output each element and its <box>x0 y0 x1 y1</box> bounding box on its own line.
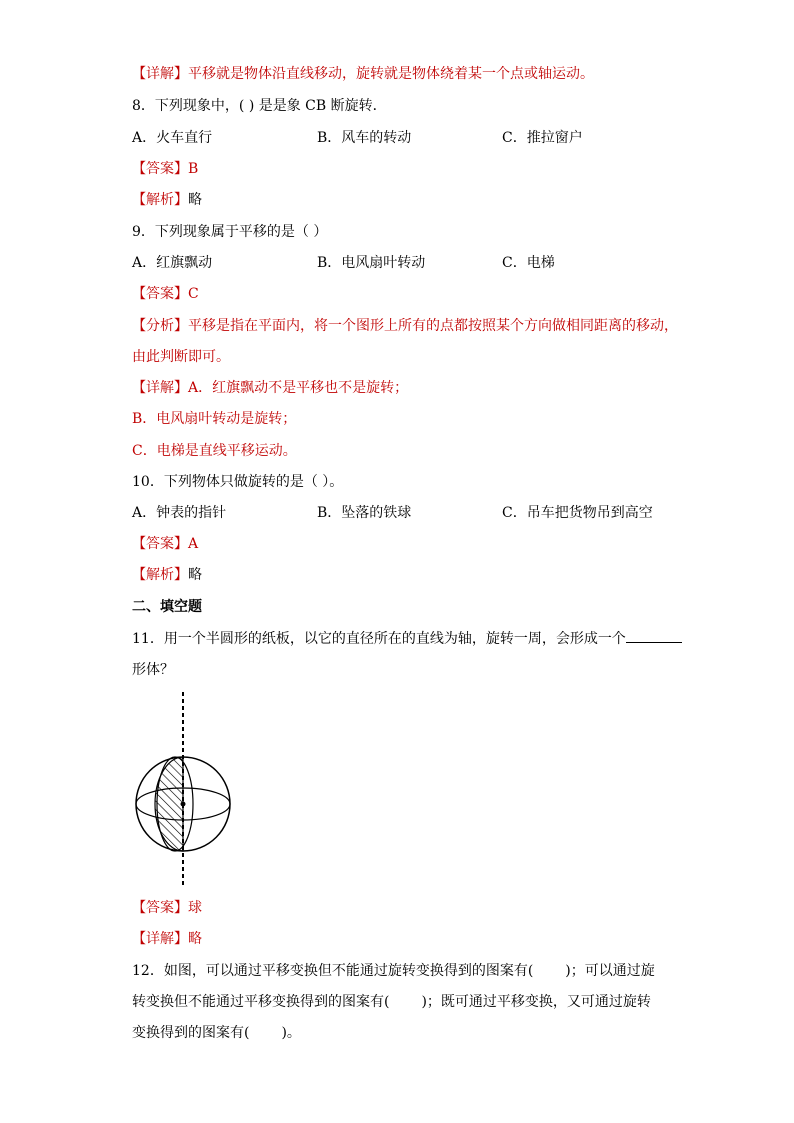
q8-answer <box>132 159 198 179</box>
q9-stem: 9．下列现象属于平移的是（ ） <box>132 224 328 240</box>
q12-line1 <box>132 961 655 981</box>
detail-tag: 【详解】 <box>132 380 188 396</box>
q12-text: )；既可通过平移变换，又可通过旋转 <box>421 994 651 1010</box>
q9-detail-line3: C．电梯是直线平移运动。 <box>132 443 297 459</box>
q12-text: 转变换但不能通过平移变换得到的图案有( <box>132 994 390 1010</box>
q7-detail <box>132 64 594 84</box>
answer-tag: 【答案】 <box>132 900 188 916</box>
q12-text: )。 <box>281 1025 301 1041</box>
analysis-text: 略 <box>188 192 202 208</box>
q11-stem-text: 11．用一个半圆形的纸板，以它的直径所在的直线为轴，旋转一周，会形成一个 <box>132 631 626 647</box>
center-dot <box>181 802 186 807</box>
analysis-tag: 【解析】 <box>132 192 188 208</box>
analysis-tag: 【分析】 <box>132 318 188 334</box>
sphere-rotation-figure <box>129 690 239 890</box>
q12-text: 变换得到的图案有( <box>132 1025 250 1041</box>
q10-analysis <box>132 565 202 585</box>
q12-line3 <box>132 1023 301 1043</box>
q12-line2 <box>132 992 651 1012</box>
q9-detail-line2: B．电风扇叶转动是旋转； <box>132 411 297 427</box>
q8-option-b: B．风车的转动 <box>317 130 412 146</box>
q9-analysis-line2: 由此判断即可。 <box>132 349 230 365</box>
answer-tag: 【答案】 <box>132 286 188 302</box>
q10-option-a: A．钟表的指针 <box>132 505 227 521</box>
q9-detail-line1 <box>132 378 408 398</box>
q9-option-a: A．红旗飘动 <box>132 255 213 271</box>
q10-stem: 10．下列物体只做旋转的是（ ）。 <box>132 474 344 490</box>
detail-text: 略 <box>188 931 202 947</box>
q9-option-c: C．电梯 <box>502 255 555 271</box>
q11-stem-line2: 形体？ <box>132 662 174 678</box>
answer-text: B <box>188 161 199 177</box>
answer-blank <box>626 628 682 643</box>
q10-answer <box>132 534 198 554</box>
detail-text: A．红旗飘动不是平移也不是旋转； <box>188 380 409 396</box>
q9-answer <box>132 284 199 304</box>
q11-stem-line1 <box>132 628 682 649</box>
q8-stem: 8．下列现象中，( ) 是是象 CB 断旋转． <box>132 98 387 114</box>
answer-text: A <box>188 536 199 552</box>
answer-tag: 【答案】 <box>132 536 188 552</box>
detail-tag: 【详解】 <box>132 931 188 947</box>
section-title: 二、填空题 <box>132 599 202 615</box>
answer-tag: 【答案】 <box>132 161 188 177</box>
q8-analysis <box>132 190 202 210</box>
answer-text: 球 <box>188 900 202 916</box>
q10-option-c: C．吊车把货物吊到高空 <box>502 505 653 521</box>
q8-option-a: A．火车直行 <box>132 130 213 146</box>
q11-answer <box>132 898 202 918</box>
analysis-text: 平移是指在平面内，将一个图形上所有的点都按照某个方向做相同距离的移动， <box>188 318 678 334</box>
q12-text: )；可以通过旋 <box>565 963 655 979</box>
detail-text: 平移就是物体沿直线移动，旋转就是物体绕着某一个点或轴运动。 <box>188 66 594 82</box>
q9-analysis-line1 <box>132 316 678 336</box>
q8-option-c: C．推拉窗户 <box>502 130 583 146</box>
detail-tag: 【详解】 <box>132 66 188 82</box>
analysis-tag: 【解析】 <box>132 567 188 583</box>
answer-text: C <box>188 286 199 302</box>
hatched-semicircle <box>155 757 183 851</box>
q10-option-b: B．坠落的铁球 <box>317 505 412 521</box>
analysis-text: 略 <box>188 567 202 583</box>
q9-option-b: B．电风扇叶转动 <box>317 255 426 271</box>
q12-text: 12．如图，可以通过平移变换但不能通过旋转变换得到的图案有( <box>132 963 534 979</box>
q11-detail <box>132 929 202 949</box>
